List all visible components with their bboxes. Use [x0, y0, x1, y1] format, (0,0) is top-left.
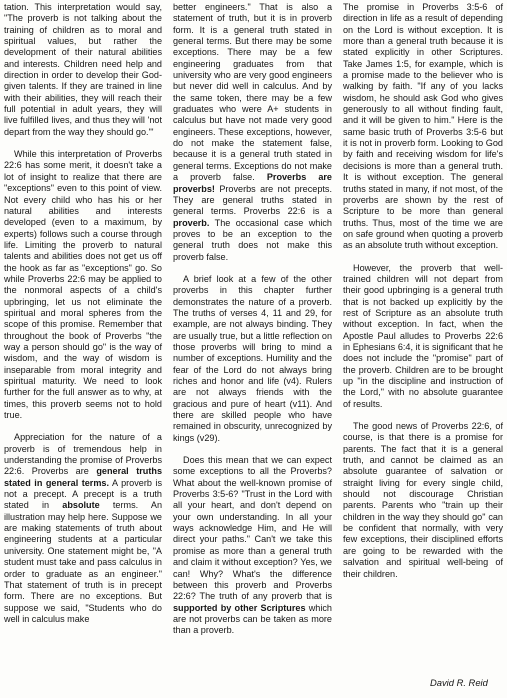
article-paragraph: The good news of Proverbs 22:6, of course, is that there is a promise for parents. The fact that it is a general truth, and cannot be claimed as an absolute guarantee of salvation or straight living for every single child, should not discourage Christian parents. Parents who "train up their children in the way they should go" can be confident that normally, with very few exceptions, their disciplined efforts are going to be rewarded with the salvation and spiritual well-being of their children. — [343, 421, 503, 579]
article-column-2 — [173, 2, 332, 637]
article-paragraph: tation. This interpretation would say, "The proverb is not talking about the training of children as to moral and spiritual values, but rather the development of their natural abilities and interests. Children need help and direction in order to develop their God-given talents. If they are trained in line with their abilities, they will reach their full potential in adult years, they will live fulfilled lives, and thus they will 'not depart from the way they should go.'" — [4, 2, 162, 137]
article-column-1 — [4, 2, 162, 625]
bold-emphasis: supported by other Scriptures — [173, 602, 306, 613]
paragraph-text: terms. An illustration may help here. Suppose we are making statements of truth about engineering students at a particular university. One statement might be, "A student must take and pass calculus in order to graduate as an engineer." That statement of truth is in precept form. There are no exceptions. But suppose we said, "Students who do well in calculus make — [4, 500, 162, 624]
article-paragraph: A brief look at a few of the other proverbs in this chapter further demonstrates the nature of a proverb. The truths of verses 4, 11 and 29, for example, are not always binding. They are usually true, but a little reflection on those proverbs will bring to mind a number of exceptions. Humility and the fear of the Lord do not always bring riches and honor and life (v4). Rulers are not always friends with the gracious and pure of heart (v11). And there are skilled people who have remained in obscurity, unrecognized by kings (v29). — [173, 273, 332, 443]
article-paragraph — [173, 455, 332, 637]
paragraph-text: which are not proverbs can be taken as more than a proverb. — [173, 602, 332, 636]
author-signature: David R. Reid — [430, 677, 488, 688]
bold-emphasis: absolute — [62, 500, 100, 511]
paragraph-text: A proverb is not a precept. A precept is a truth stated in — [4, 477, 163, 511]
bold-emphasis: Proverbs are proverbs! — [173, 172, 332, 194]
bold-emphasis: proverb. — [173, 217, 210, 228]
article-paragraph — [4, 432, 162, 625]
article-column-3 — [343, 2, 503, 580]
article-paragraph: The promise in Proverbs 3:5-6 of direction in life as a result of depending on the Lord is without exception. It is more than a general truth because it is stated explicitly in other Scriptures. Take James 1:5, for example, which is a promise made to the believer who is walking by faith. "If any of you lacks wisdom, he should ask God who gives generously to all without finding fault, and it will be given to him." Here is the same basic truth of Proverbs 3:5-6 but it is not in proverb form. Looking to God by faith and receiving wisdom for life's decisions is more than a general truth. It is without exception. The general truths stated in many, if not most, of the proverbs are shown by the rest of Scripture to be more than general truths. Thus, most of the time we are on safe ground when quoting a proverb as an absolute truth without exception. — [343, 2, 503, 251]
paragraph-text: The occasional case which proves to be an exception to the general truth does not make this proverb false. — [173, 217, 332, 262]
paragraph-text: better engineers." That is also a statement of truth, but it is in proverb form. It is a general truth stated in general terms. But there may be some exceptions. There may be a few engineering graduates from that university who are very good engineers but never did well in calculus. And by the same token, there may be a few graduates who were A+ students in calculus but have not made very good engineers. These exceptions, however, do not make the statement false, because it is a general truth stated in general terms. Exceptions do not make a proverb false. — [173, 2, 332, 183]
bold-emphasis: general truths stated in general terms. — [4, 466, 163, 488]
article-paragraph — [173, 2, 332, 263]
article-paragraph: However, the proverb that well-trained children will not depart from their good upbringing is a general truth that is not backed up explicitly by the rest of Scripture as an absolute truth without exception. In fact, when the Apostle Paul alludes to Proverbs 22:6 in Ephesians 6:4, it is significant that he does not include the "promise" part of the proverb. Children are to be brought up "in the discipline and instruction of the Lord," with no absolute guarantee of results. — [343, 262, 503, 409]
paragraph-text: Appreciation for the nature of a proverb is of tremendous help in understanding the promise of Proverbs 22:6. Proverbs are — [4, 432, 162, 477]
article-paragraph: While this interpretation of Proverbs 22:6 has some merit, it doesn't take a lot of insight to realize that there are "exceptions" even to this point of view. Not every child who has his or her natural abilities and interests developed (even to a maximum, by experts) follows such a course through life. Limiting the proverb to natural talents and abilities does not get us off the hook as far as "exceptions" go. So while Proverbs 22:6 may be applied to the nonmoral aspects of a child's upbringing, let us not eliminate the spiritual and moral spheres from the scope of this promise. Remember that throughout the book of Proverbs "the way a person should go" is the way of wisdom, and the way of wisdom is inseparable from moral integrity and spiritual maturity. We need to look further for the full answer as to why, at times, this proverb seems not to hold true. — [4, 149, 162, 421]
paragraph-text: Does this mean that we can expect some exceptions to all the Proverbs? What about the well-known promise of Proverbs 3:5-6? "Trust in the Lord with all your heart, and don't depend on your own understanding. In all your ways acknowledge Him, and He will direct your paths." Can't we take this promise as more than a general truth and claim it without exception? Yes, we can! Why? What's the difference between this proverb and Proverbs 22:6? The truth of any proverb that is — [173, 455, 332, 602]
paragraph-text: Proverbs are not precepts. They are general truths stated in general terms. Proverbs 22:6 is a — [173, 183, 332, 217]
